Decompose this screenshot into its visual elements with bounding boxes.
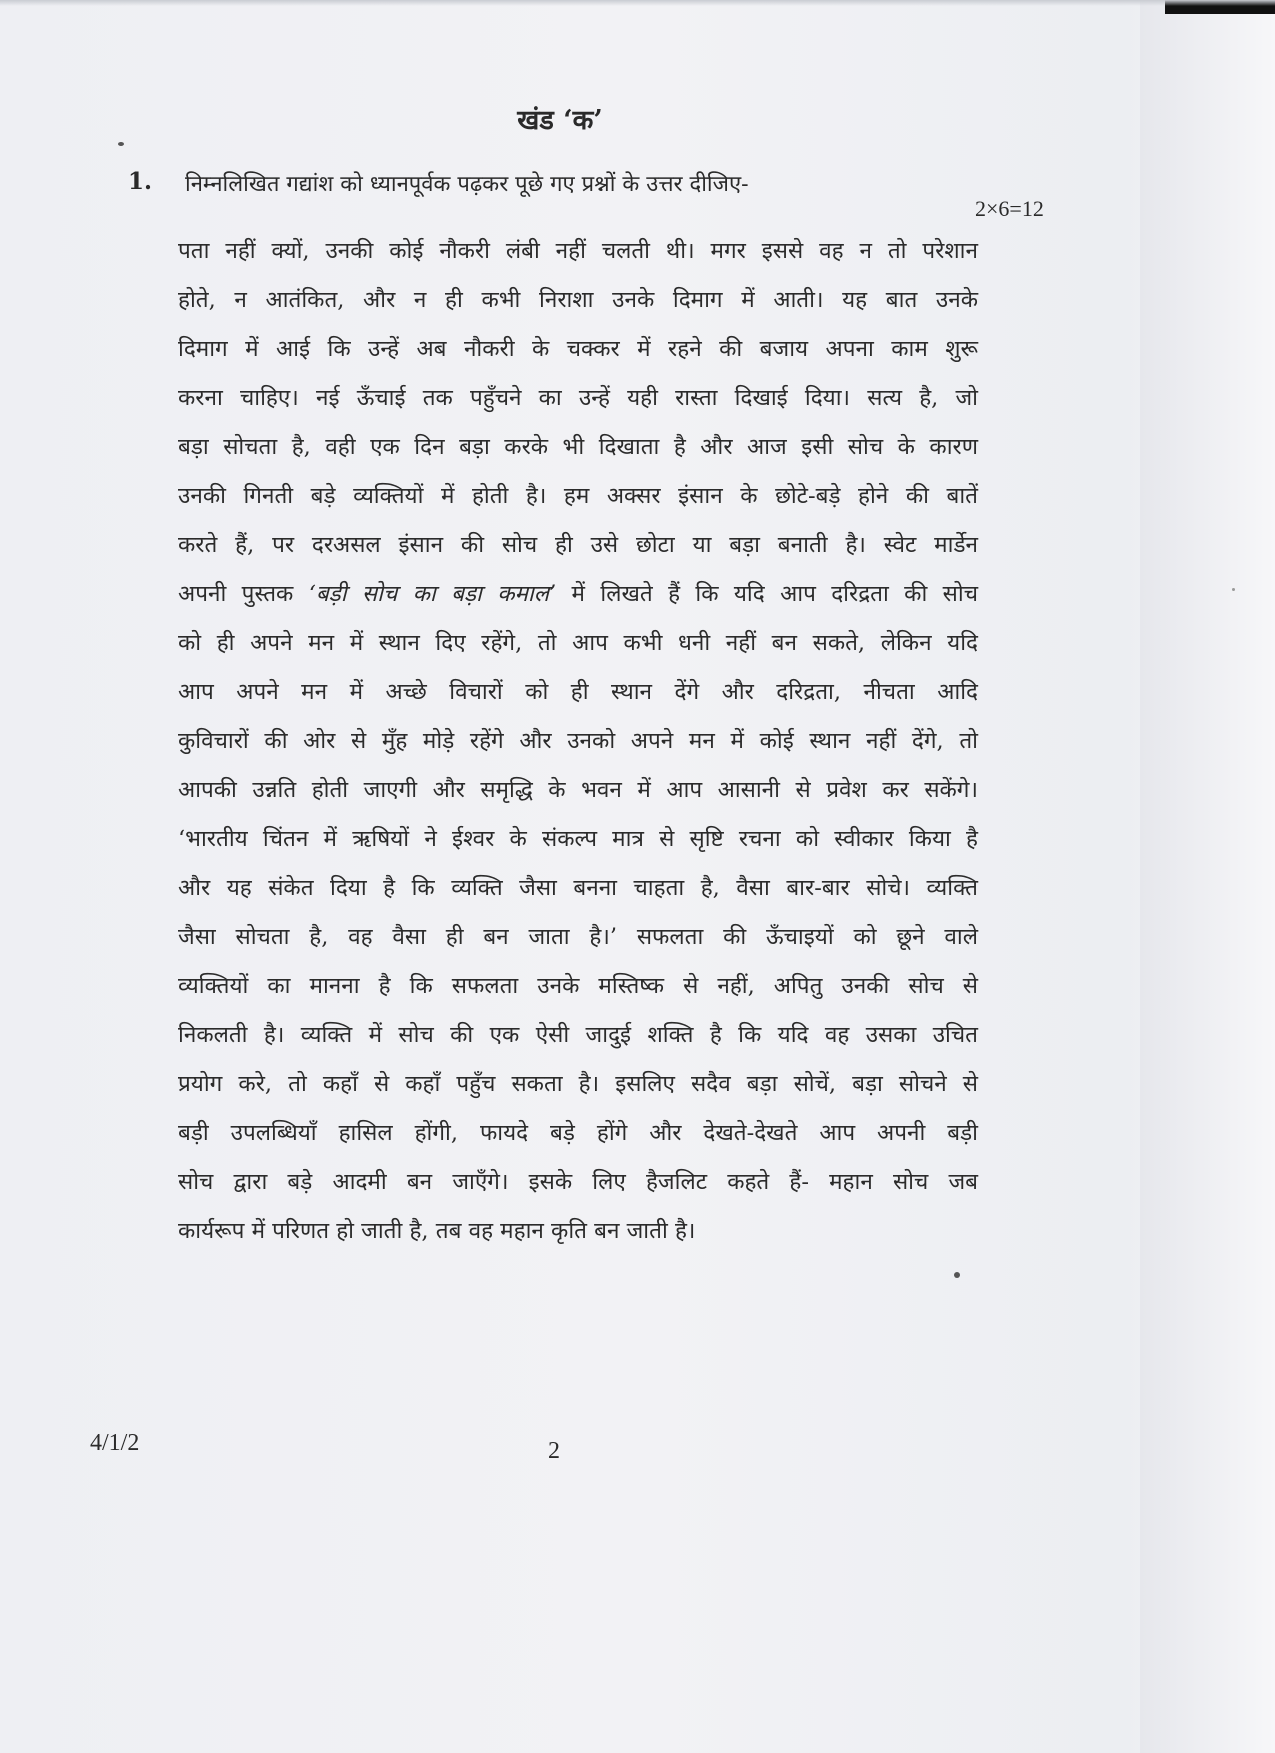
passage-line: आप अपने मन में अच्छे विचारों को ही स्थान देंगे और दरिद्रता, नीचता आदि [178, 679, 978, 705]
passage-line: सोच द्वारा बड़े आदमी बन जाएँगे। इसके लिए हैजलिट कहते हैं- महान सोच जब [178, 1169, 978, 1195]
passage-line-book-reference [178, 579, 978, 609]
passage-line: को ही अपने मन में स्थान दिए रहेंगे, तो आप कभी धनी नहीं बन सकते, लेकिन यदि [178, 630, 978, 656]
scan-speck [1232, 588, 1235, 591]
passage-line: करना चाहिए। नई ऊँचाई तक पहुँचने का उन्हें यही रास्ता दिखाई दिया। सत्य है, जो [178, 385, 978, 411]
passage-line: उनकी गिनती बड़े व्यक्तियों में होती है। हम अक्सर इंसान के छोटे-बड़े होने की बातें [178, 483, 978, 509]
scan-speck [118, 142, 124, 146]
passage-line: आपकी उन्नति होती जाएगी और समृद्धि के भवन में आप आसानी से प्रवेश कर सकेंगे। [178, 777, 978, 803]
passage-line: कुविचारों की ओर से मुँह मोड़े रहेंगे और उनको अपने मन में कोई स्थान नहीं देंगे, तो [178, 728, 978, 754]
passage-line: बड़ा सोचता है, वही एक दिन बड़ा करके भी दिखाता है और आज इसी सोच के कारण [178, 434, 978, 460]
passage-line: पता नहीं क्यों, उनकी कोई नौकरी लंबी नहीं चलती थी। मगर इससे वह न तो परेशान [178, 238, 978, 264]
passage-line: जैसा सोचता है, वह वैसा ही बन जाता है।’ सफलता की ऊँचाइयों को छूने वाले [178, 924, 978, 950]
book-title: ‘बड़ी सोच का बड़ा कमाल’ [308, 581, 557, 607]
book-line-suffix: में लिखते हैं कि यदि आप दरिद्रता की सोच [556, 581, 978, 607]
passage-line: निकलती है। व्यक्ति में सोच की एक ऐसी जादुई शक्ति है कि यदि वह उसका उचित [178, 1022, 978, 1048]
page-number: 2 [548, 1438, 560, 1464]
passage-line-final: कार्यरूप में परिणत हो जाती है, तब वह महान कृति बन जाती है। [178, 1218, 696, 1244]
question-number: 1. [128, 168, 153, 195]
paper-code: 4/1/2 [90, 1430, 140, 1456]
section-heading: खंड ‘क’ [517, 105, 603, 136]
book-line-prefix: अपनी पुस्तक [178, 581, 309, 607]
passage-line: होते, न आतंकित, और न ही कभी निराशा उनके दिमाग में आती। यह बात उनके [178, 287, 978, 313]
page-edge-shadow [1140, 0, 1275, 1753]
passage-line: करते हैं, पर दरअसल इंसान की सोच ही उसे छोटा या बड़ा बनाती है। स्वेट मार्डेन [178, 532, 978, 558]
passage-line: ‘भारतीय चिंतन में ऋषियों ने ईश्वर के संकल्प मात्र से सृष्टि रचना को स्वीकार किया है [178, 826, 978, 852]
passage-line: प्रयोग करे, तो कहाँ से कहाँ पहुँच सकता है। इसलिए सदैव बड़ा सोचें, बड़ा सोचने से [178, 1071, 978, 1097]
passage-line: बड़ी उपलब्धियाँ हासिल होंगी, फायदे बड़े होंगे और देखते-देखते आप अपनी बड़ी [178, 1120, 978, 1146]
passage-line: व्यक्तियों का मानना है कि सफलता उनके मस्तिष्क से नहीं, अपितु उनकी सोच से [178, 973, 978, 999]
question-marks: 2×6=12 [975, 196, 1044, 221]
question-instruction: निम्नलिखित गद्यांश को ध्यानपूर्वक पढ़कर पूछे गए प्रश्नों के उत्तर दीजिए- [185, 172, 749, 197]
scan-top-shadow [0, 0, 1275, 6]
passage-line: और यह संकेत दिया है कि व्यक्ति जैसा बनना चाहता है, वैसा बार-बार सोचे। व्यक्ति [178, 875, 978, 901]
passage-line: दिमाग में आई कि उन्हें अब नौकरी के चक्कर में रहने की बजाय अपना काम शुरू [178, 336, 978, 362]
scan-speck [954, 1272, 960, 1278]
